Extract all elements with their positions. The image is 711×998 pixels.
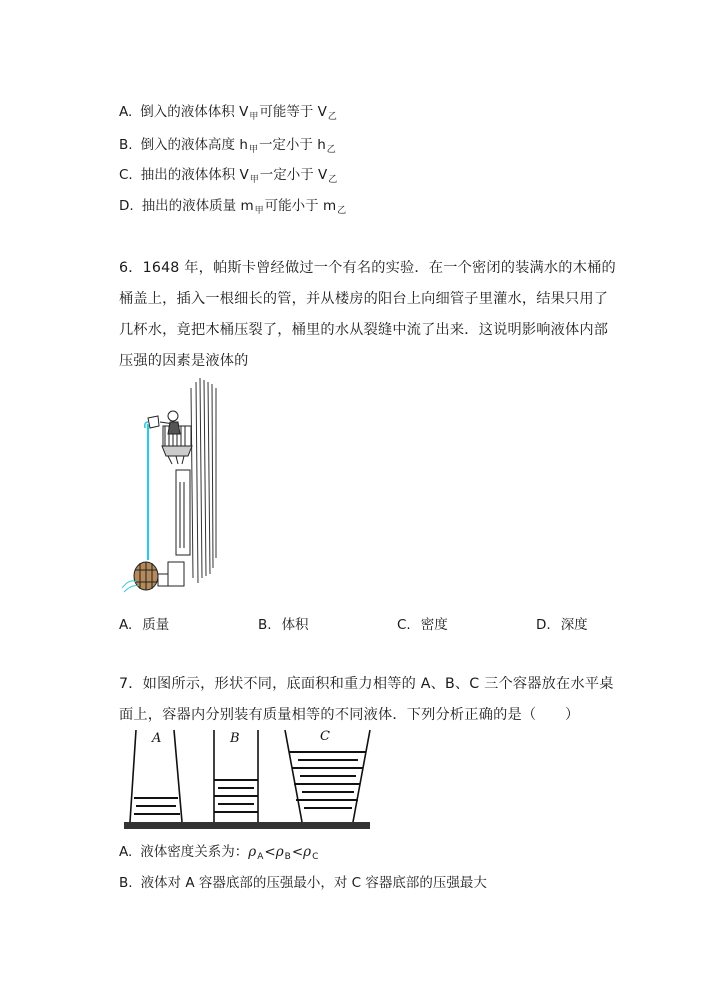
q5-option-d xyxy=(119,197,347,220)
q6-line: 桶盖上，插入一根细长的管，并从楼房的阳台上向细管子里灌水，结果只用了 xyxy=(119,291,609,307)
option-text: 液体对 A 容器底部的压强最小，对 C 容器底部的压强最大 xyxy=(140,875,487,891)
less-than: < xyxy=(291,844,304,860)
choice-text: 体积 xyxy=(281,617,309,633)
q6-line: 压强的因素是液体的 xyxy=(119,353,249,369)
option-text: 一定小于 h xyxy=(258,137,326,153)
subscript: C xyxy=(312,852,319,862)
option-letter: C. xyxy=(119,167,133,183)
option-letter: B. xyxy=(119,875,133,891)
jug-icon xyxy=(148,416,159,428)
subscript: 甲 xyxy=(249,175,259,185)
rho: ρ xyxy=(303,844,312,860)
subscript: A xyxy=(257,852,264,862)
liquid-b xyxy=(214,780,258,812)
q7-stem xyxy=(119,669,614,731)
label-b: B xyxy=(230,731,240,746)
subscript: 乙 xyxy=(326,145,336,155)
pascal-barrel-figure xyxy=(118,378,228,590)
q6-choice-c xyxy=(397,613,448,633)
choice-letter: D. xyxy=(536,617,551,633)
liquid-c xyxy=(289,752,366,808)
choice-letter: B. xyxy=(258,617,272,633)
q6-choice-b xyxy=(258,613,309,633)
q6-choice-d xyxy=(536,613,588,633)
subscript: 乙 xyxy=(337,206,347,216)
liquid-a xyxy=(134,798,180,814)
option-text: 抽出的液体体积 V xyxy=(140,167,249,183)
option-letter: A. xyxy=(119,104,133,120)
q5-option-b xyxy=(119,136,337,159)
q6-line: 几杯水，竟把木桶压裂了，桶里的水从裂缝中流了出来．这说明影响液体内部 xyxy=(119,322,609,338)
option-text: 倒入的液体体积 V xyxy=(140,104,249,120)
label-a: A xyxy=(152,731,162,746)
less-than: < xyxy=(264,844,276,860)
subscript: 乙 xyxy=(328,175,338,185)
q6-choice-a xyxy=(119,613,169,633)
subscript: 乙 xyxy=(327,112,337,122)
choice-text: 深度 xyxy=(560,617,588,633)
subscript: B xyxy=(284,852,291,862)
rho: ρ xyxy=(275,844,284,860)
table-surface xyxy=(124,822,370,829)
steps xyxy=(158,562,184,586)
building-wall xyxy=(191,378,216,583)
subscript: 甲 xyxy=(249,112,259,122)
q5-option-a xyxy=(119,103,338,126)
q7-option-b xyxy=(119,874,487,892)
barrel-icon xyxy=(122,562,158,592)
option-letter: A. xyxy=(119,844,133,860)
label-c: C xyxy=(320,729,330,744)
choice-letter: C. xyxy=(397,617,411,633)
option-text: 一定小于 V xyxy=(259,167,328,183)
q7-option-a xyxy=(119,843,319,866)
density-relation xyxy=(248,844,319,860)
q7-line: 7．如图所示，形状不同，底面积和重力相等的 A、B、C 三个容器放在水平桌 xyxy=(119,676,614,692)
option-letter: B. xyxy=(119,137,133,153)
subscript: 甲 xyxy=(254,206,264,216)
option-text: 液体密度关系为： xyxy=(140,844,249,860)
q5-option-c xyxy=(119,166,338,189)
subscript: 甲 xyxy=(248,145,258,155)
balcony xyxy=(162,426,192,555)
containers-figure xyxy=(122,726,372,836)
q6-line: 6．1648 年，帕斯卡曾经做过一个有名的实验．在一个密闭的装满水的木桶的 xyxy=(119,260,616,276)
option-text: 可能小于 m xyxy=(264,198,337,214)
choice-letter: A. xyxy=(119,617,133,633)
q6-stem xyxy=(119,253,616,377)
rho: ρ xyxy=(248,844,257,860)
option-text: 倒入的液体高度 h xyxy=(140,137,248,153)
option-text: 可能等于 V xyxy=(259,104,327,120)
q7-line: 面上，容器内分别装有质量相等的不同液体．下列分析正确的是（ ） xyxy=(119,707,580,723)
choice-text: 密度 xyxy=(420,617,448,633)
option-text: 抽出的液体质量 m xyxy=(141,198,254,214)
option-letter: D. xyxy=(119,198,134,214)
choice-text: 质量 xyxy=(142,617,170,633)
